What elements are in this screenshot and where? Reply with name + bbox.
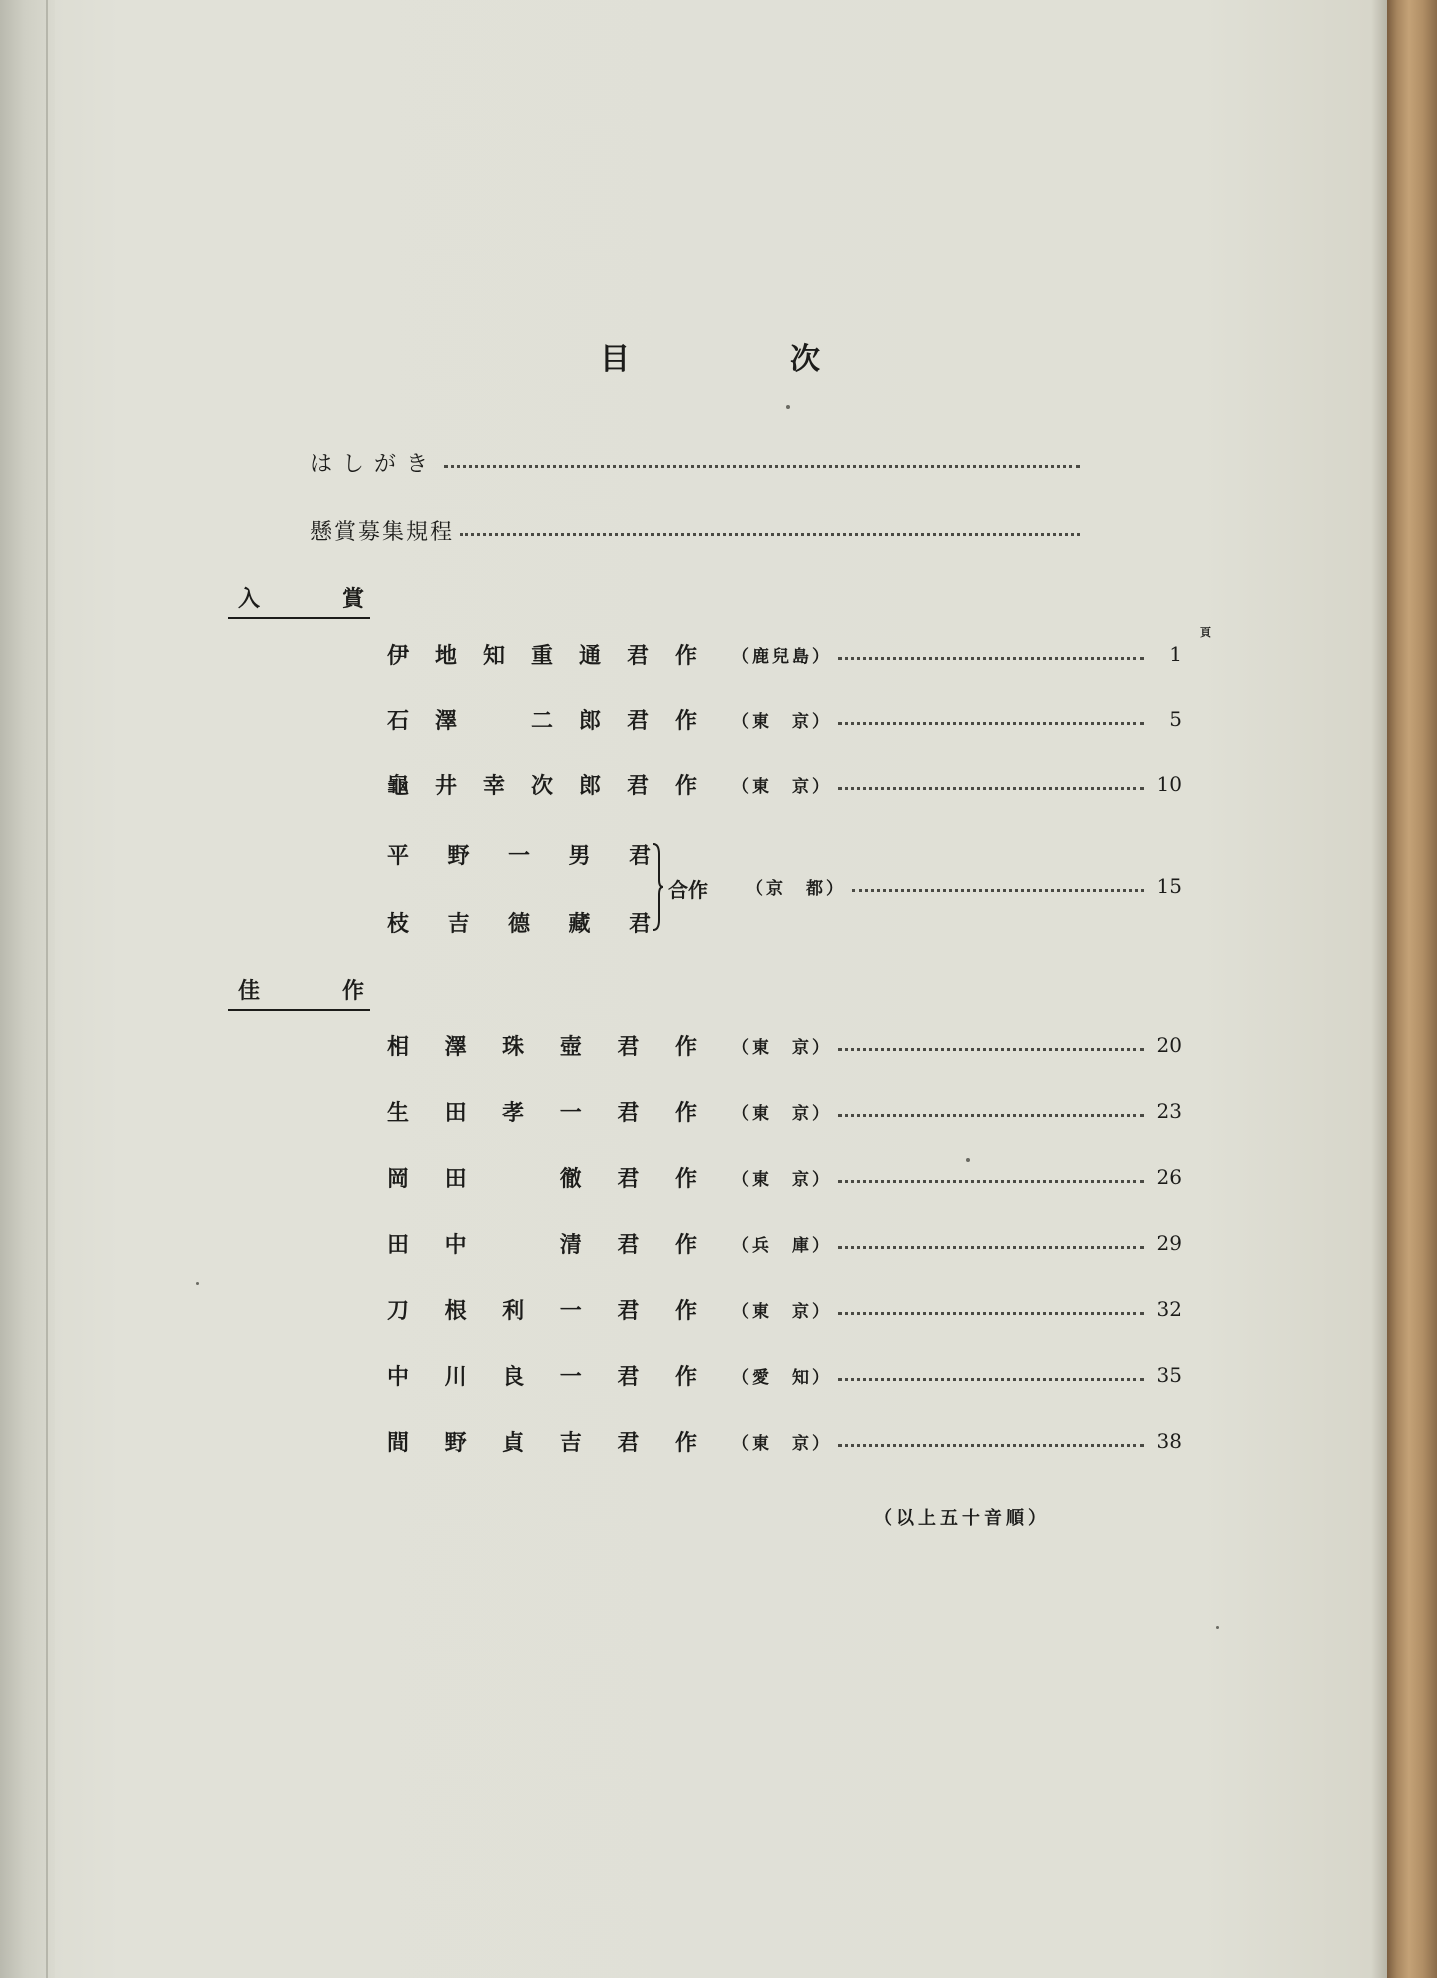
name-char: 利: [502, 1297, 525, 1324]
author-name: [384, 907, 654, 938]
name-char: 君: [617, 1429, 640, 1456]
name-char: 君: [626, 707, 649, 734]
joint-author-1: [384, 834, 654, 874]
name-char: 君: [617, 1297, 640, 1324]
page-column-header: 頁: [1200, 626, 1211, 639]
page-number: 23: [1156, 1099, 1182, 1123]
name-char: 井: [434, 772, 457, 799]
toc-entry: [384, 1025, 1182, 1065]
name-char: 君: [617, 1099, 640, 1126]
page-number: 1: [1169, 642, 1182, 666]
name-char: 君: [617, 1231, 640, 1258]
page-number: 32: [1156, 1297, 1182, 1321]
name-char: 君: [628, 910, 651, 937]
section-heading-char: 作: [341, 979, 364, 1004]
name-char: 孝: [502, 1099, 525, 1126]
author-location: （東 京）: [732, 776, 832, 797]
name-char: 幸: [482, 772, 505, 799]
name-char: [499, 1162, 527, 1193]
name-char: 一: [507, 842, 530, 869]
name-char: 平: [386, 842, 409, 869]
name-char: 知: [482, 642, 505, 669]
author-name: [384, 839, 654, 870]
dot-leader: [838, 1312, 1144, 1315]
dot-leader: [460, 533, 1080, 536]
title-char: 目: [600, 342, 630, 377]
name-char: 壺: [559, 1033, 582, 1060]
name-char: 生: [386, 1099, 409, 1126]
name-char: 作: [674, 642, 697, 669]
dot-leader: [838, 1180, 1144, 1183]
author-name: [384, 1096, 700, 1127]
author-location: （京 都）: [746, 878, 846, 899]
front-matter-rules: [310, 510, 1120, 550]
author-name: [384, 1360, 700, 1391]
name-char: 珠: [502, 1033, 525, 1060]
name-char: 二: [530, 707, 553, 734]
dot-leader: [838, 1444, 1144, 1447]
joint-entry-line: [746, 866, 1182, 906]
dot-leader: [838, 1114, 1144, 1117]
name-char: 作: [674, 1231, 697, 1258]
name-char: 吉: [447, 910, 470, 937]
name-char: 一: [559, 1297, 582, 1324]
name-char: 作: [674, 1363, 697, 1390]
page-number: 38: [1156, 1429, 1182, 1453]
name-char: 藏: [568, 910, 591, 937]
author-name: [384, 1162, 700, 1193]
name-char: 田: [444, 1165, 467, 1192]
name-char: 貞: [502, 1429, 525, 1456]
name-char: 男: [568, 842, 591, 869]
toc-entry: [384, 1157, 1182, 1197]
author-name: [384, 639, 700, 670]
name-char: 野: [444, 1429, 467, 1456]
name-char: 中: [444, 1231, 467, 1258]
paper-speck: [196, 1282, 199, 1285]
name-char: 根: [444, 1297, 467, 1324]
name-char: [480, 704, 508, 735]
page-title: [600, 334, 820, 384]
name-char: 次: [530, 772, 553, 799]
name-char: 德: [507, 910, 530, 937]
name-char: 龜: [386, 772, 409, 799]
name-char: 石: [386, 707, 409, 734]
toc-entry: [384, 1091, 1182, 1131]
section-heading-honorable: [228, 974, 370, 1011]
page-number: 29: [1156, 1231, 1182, 1255]
paper-speck: [966, 1158, 970, 1162]
name-char: 川: [444, 1363, 467, 1390]
name-char: 野: [447, 842, 470, 869]
name-char: 田: [444, 1099, 467, 1126]
dot-leader: [838, 722, 1144, 725]
section-heading-char: 賞: [341, 587, 364, 612]
dot-leader: [444, 465, 1080, 468]
name-char: 重: [530, 642, 553, 669]
name-char: 作: [674, 1429, 697, 1456]
page-number: 5: [1169, 707, 1182, 731]
dot-leader: [838, 1378, 1144, 1381]
author-location: （兵 庫）: [732, 1235, 832, 1256]
author-name: [384, 704, 700, 735]
name-char: 作: [674, 772, 697, 799]
gutter-line: [46, 0, 48, 1978]
toc-entry: [384, 764, 1182, 804]
toc-entry: [384, 1289, 1182, 1329]
page-number: 26: [1156, 1165, 1182, 1189]
name-char: 田: [386, 1231, 409, 1258]
name-char: 枝: [386, 910, 409, 937]
author-name: [384, 1426, 700, 1457]
name-char: 作: [674, 1165, 697, 1192]
name-char: 刀: [386, 1297, 409, 1324]
name-char: 吉: [559, 1429, 582, 1456]
section-heading-char: 入: [238, 587, 261, 612]
front-matter-preface: [310, 442, 1120, 482]
front-matter-label: はしがき: [310, 451, 439, 477]
name-char: 作: [674, 1033, 697, 1060]
author-name: [384, 1228, 700, 1259]
dot-leader: [838, 787, 1144, 790]
board-shadow: [1371, 0, 1387, 1978]
ordering-note: （以上五十音順）: [874, 1508, 1050, 1529]
toc-entry: [384, 1421, 1182, 1461]
author-location: （東 京）: [732, 1169, 832, 1190]
toc-entry: [384, 1223, 1182, 1263]
author-name: [384, 769, 700, 800]
page-number: 35: [1156, 1363, 1182, 1387]
dot-leader: [838, 1048, 1144, 1051]
name-char: 君: [617, 1165, 640, 1192]
name-char: 清: [559, 1231, 582, 1258]
name-char: 君: [628, 842, 651, 869]
name-char: 間: [386, 1429, 409, 1456]
name-char: 君: [617, 1033, 640, 1060]
section-heading-award: [228, 582, 370, 619]
joint-brace-icon: [652, 842, 664, 932]
name-char: 君: [617, 1363, 640, 1390]
dot-leader: [852, 889, 1144, 892]
cover-board-edge: [1387, 0, 1437, 1978]
author-location: （鹿兒島）: [732, 646, 832, 667]
name-char: 徹: [559, 1165, 582, 1192]
joint-work-label: 合作: [668, 878, 708, 902]
name-char: 伊: [386, 642, 409, 669]
author-name: [384, 1294, 700, 1325]
name-char: 一: [559, 1099, 582, 1126]
name-char: 一: [559, 1363, 582, 1390]
author-location: （東 京）: [732, 1301, 832, 1322]
name-char: 郎: [578, 707, 601, 734]
author-location: （東 京）: [732, 1433, 832, 1454]
paper-speck: [1216, 1626, 1219, 1629]
author-location: （東 京）: [732, 1037, 832, 1058]
name-char: 澤: [434, 707, 457, 734]
author-location: （愛 知）: [732, 1367, 832, 1388]
author-location: （東 京）: [732, 1103, 832, 1124]
name-char: [499, 1228, 527, 1259]
toc-entry: [384, 1355, 1182, 1395]
name-char: 中: [386, 1363, 409, 1390]
name-char: 作: [674, 1099, 697, 1126]
toc-entry: [384, 634, 1182, 674]
name-char: 作: [674, 1297, 697, 1324]
name-char: 澤: [444, 1033, 467, 1060]
title-char: 次: [790, 342, 820, 377]
page-number: 15: [1156, 874, 1182, 898]
name-char: 地: [434, 642, 457, 669]
name-char: 相: [386, 1033, 409, 1060]
front-matter-label: 懸賞募集規程: [310, 519, 455, 545]
section-heading-char: 佳: [238, 979, 261, 1004]
dot-leader: [838, 657, 1144, 660]
name-char: 君: [626, 642, 649, 669]
name-char: 郎: [578, 772, 601, 799]
author-name: [384, 1030, 700, 1061]
name-char: 作: [674, 707, 697, 734]
name-char: 通: [578, 642, 601, 669]
page-number: 10: [1156, 772, 1182, 796]
page-number: 20: [1156, 1033, 1182, 1057]
toc-entry: [384, 699, 1182, 739]
joint-author-2: [384, 902, 654, 942]
name-char: 良: [502, 1363, 525, 1390]
author-location: （東 京）: [732, 711, 832, 732]
paper-speck: [786, 405, 790, 409]
name-char: 岡: [386, 1165, 409, 1192]
name-char: 君: [626, 772, 649, 799]
dot-leader: [838, 1246, 1144, 1249]
